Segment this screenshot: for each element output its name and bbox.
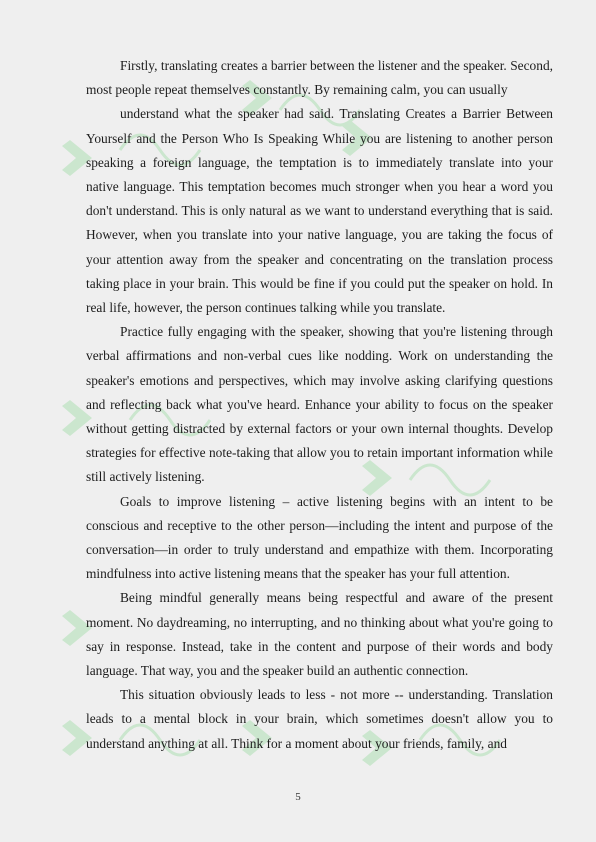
paragraph-2: understand what the speaker had said. Translating Creates a Barrier Between Yourself and the Person Who Is Speaking While you are listening to another person speaking a foreign language, the temptation is to immediately translate into your native language. This temptation becomes much stronger when you hear a word you don't understand. This is only natural as we want to understand everything that is said. However, when you translate into your native language, you are taking the focus of your attention away from the speaker and concentrating on the translation process taking place in your brain. This would be fine if you could put the speaker on hold. In real life, however, the person continues talking while you translate. — [86, 106, 553, 316]
paragraph-6: This situation obviously leads to less - not more -- understanding. Translation leads to a mental block in your brain, which sometimes doesn't allow you to understand anything at all. Think for a moment about your friends, family, and — [86, 687, 553, 751]
paragraph-3: Practice fully engaging with the speaker, showing that you're listening through verbal affirmations and non-verbal cues like nodding. Work on understanding the speaker's emotions and perspectives, which may involve asking clarifying questions and reflecting back what you've heard. Enhance your ability to focus on the speaker without getting distracted by external factors or your own internal thoughts. Develop strategies for effective note-taking that allow you to retain important information while still actively listening. — [86, 324, 553, 485]
paragraph-4: Goals to improve listening – active listening begins with an intent to be conscious and receptive to the other person—including the intent and purpose of the conversation—in order to truly understand and empathize with them. Incorporating mindfulness into active listening means that the speaker has your full attention. — [86, 493, 553, 582]
body-text — [86, 54, 553, 756]
paragraph-1: Firstly, translating creates a barrier between the listener and the speaker. Second, most people repeat themselves constantly. By remaining calm, you can usually — [86, 58, 553, 98]
paragraph-5: Being mindful generally means being respectful and aware of the present moment. No daydreaming, no interrupting, and no thinking about what you're going to say in response. Instead, take in the content and purpose of their words and body language. That way, you and the speaker build an authentic connection. — [86, 590, 553, 679]
page-number: 5 — [295, 791, 301, 803]
